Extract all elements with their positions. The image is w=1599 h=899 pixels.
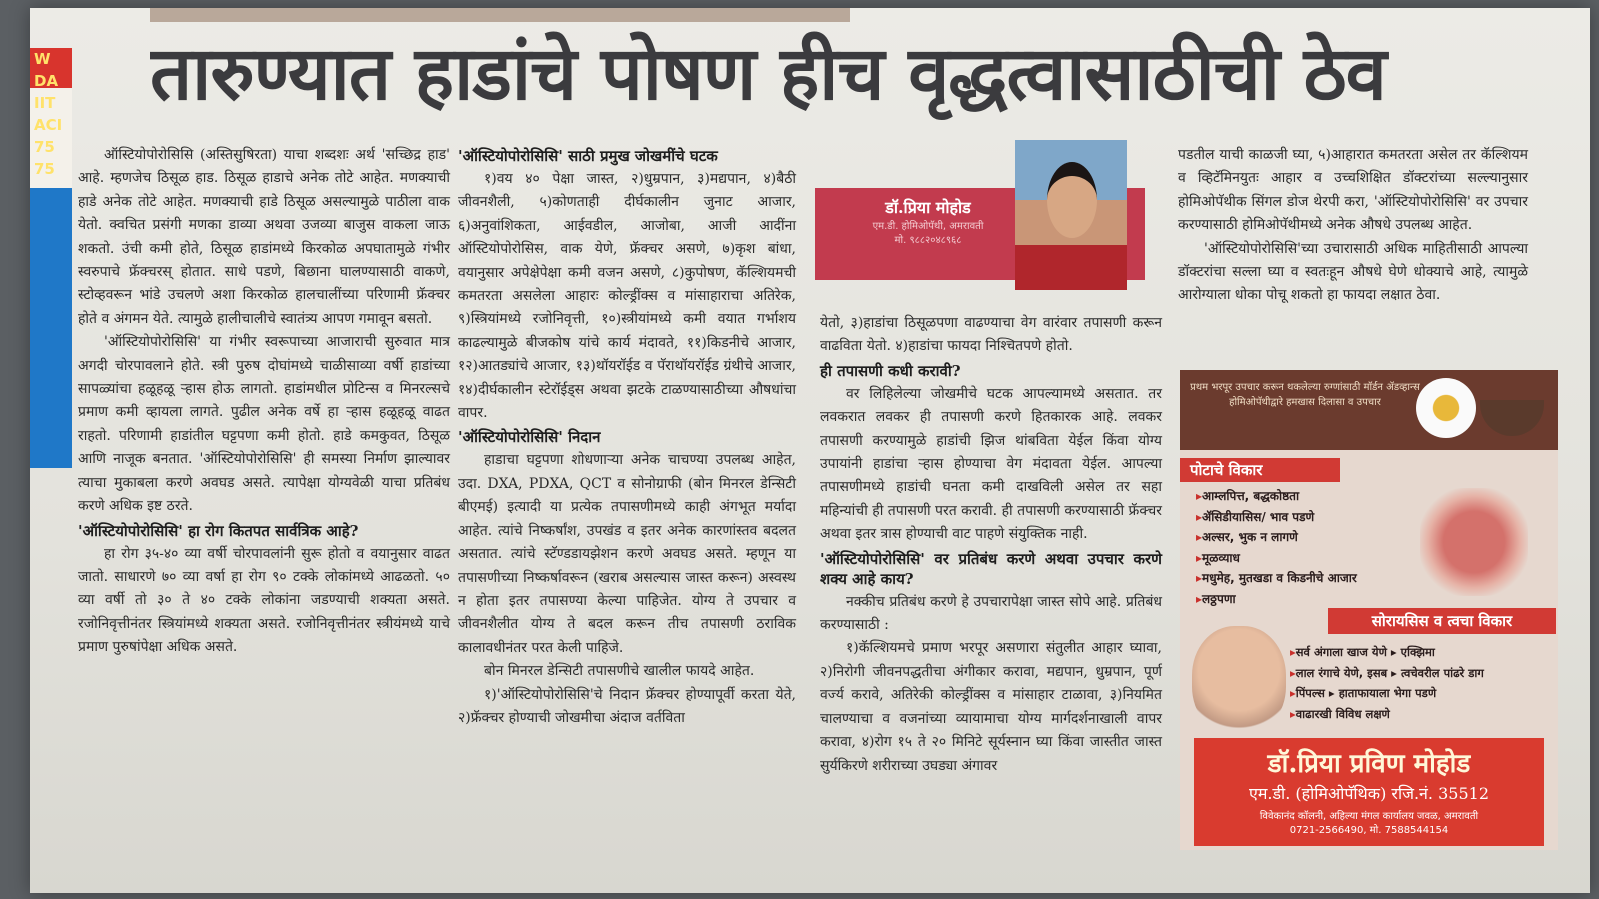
flap-text: DA: [34, 72, 59, 90]
author-phone: मो. ९८८२०४८९६८: [894, 235, 962, 246]
ad-header: [1180, 370, 1558, 450]
subheading: 'ऑस्टियोपोरोसिसि' हा रोग कितपत सार्वत्रिक आहे?: [78, 521, 359, 540]
list-item: ▸ मधुमेह, मुतखडा व किडनीचे आजार: [1196, 568, 1357, 589]
ad-section-title: पोटाचे विकार: [1180, 458, 1340, 482]
article-column-3: [820, 312, 1162, 778]
author-card: [815, 140, 1145, 290]
author-qualification: एम.डी. होमिओपॅथी, अमरावती: [872, 221, 984, 232]
author-name: डॉ.प्रिया मोहोड: [885, 198, 971, 217]
flap-text: ACI: [34, 116, 63, 134]
list-item: ▸ लठ्ठपणा: [1196, 589, 1357, 610]
flap-text: 75: [34, 160, 55, 178]
subheading: ही तपासणी कधी करावी?: [820, 361, 961, 380]
article-headline: तारुण्यात हाडांचे पोषण हीच वृद्धत्वासाठीची ठेव: [150, 31, 1386, 117]
flap-text: IIT: [34, 94, 56, 112]
list-item: ▸ आम्लपित्त, बद्धकोष्ठता: [1196, 486, 1357, 507]
ad-contact-block: [1194, 738, 1544, 846]
ad-intro: प्रथम भरपूर उपचार करून थकलेल्या रुग्णांसाठी मॉर्डन ॲडव्हान्स होमिओपॅथीद्वारे हमखास दिलासा व उपचार: [1190, 382, 1420, 408]
paragraph: बोन मिनरल डेन्सिटी तपासणीचे खालील फायदे आहेत.: [484, 663, 755, 680]
subheading: 'ऑस्टियोपोरोसिसि' वर प्रतिबंध करणे अथवा उपचार करणे शक्य आहे काय?: [820, 549, 1162, 588]
ad-doctor-name: डॉ.प्रिया प्रविण मोहोड: [1267, 749, 1471, 779]
digestive-organs-image: [1420, 488, 1528, 596]
list-item: ▸ सर्व अंगाला खाज येणे ▸ एक्झिमा: [1290, 642, 1484, 663]
ad-phone: 0721-2566490, मो. 7588544154: [1289, 825, 1449, 836]
list-item: ▸ मूळव्याध: [1196, 548, 1357, 569]
flower-image: [1416, 378, 1476, 438]
paragraph: हा रोग ३५-४० व्या वर्षी चोरपावलांनी सुरू होतो व वयानुसार वाढत जातो. साधारणे ७० व्या वर्षा हा रोग ९० टक्के लोकांमध्ये आढळतो. ५० व्या वर्षी तो ३० ते ४० टक्के लोकांना जडण्याची शक्यता असते. रजोनिवृत्तीनंतर स्त्रियांमध्ये शक्यता असते. रजोनिवृत्तीनंतर स्त्रीयंमध्ये याचे प्रमाण पुरुषांपेक्षा अधिक असते.: [78, 545, 450, 656]
paragraph: ऑस्टियोपोरोसिसि (अस्तिसुषिरता) याचा शब्दशः अर्थ 'सच्छिद्र हाड' आहे. म्हणजेच ठिसूळ हाड. ठिसूळ हाडाचे अनेक तोटे आहेत. मणक्याची हाडे अनेक तोटे आहेत. मणक्याची हाडे ठिसूळ असल्यामुळे पाठीला वाक येतो. क्वचित प्रसंगी मणका डाव्या अथवा उजव्या बाजुस वाकला जाऊ शकतो. उंची कमी होते, ठिसूळ हाडांमध्ये किरकोळ अपघातामुळे गंभीर स्वरुपाचे फ्रॅक्चरस् होतात. साधे पडणे, बिछाना घालण्यासाठी वाकणे, स्टोव्हवरून भांडे उचलणे अशा किरकोळ हालचालींच्या परिणामी फ्रॅक्चर होते व अंगमन येते. त्यामुळे हालीचालीचे स्वातंत्र्य आपण गमावून बसतो.: [78, 147, 450, 327]
ad-degree: एम.डी. (होमिओपॅथिक) रजि.नं. 35512: [1248, 784, 1489, 803]
list-item: ▸ पिंपल्स ▸ हाताफायाला भेगा पडणे: [1290, 683, 1484, 704]
paragraph: १)'ऑस्टियोपोरोसिसि'चे निदान फ्रॅक्चर होण्यापूर्वी करता येते, २)फ्रॅक्चर होण्याची जोखमीचा अंदाज वर्तविता: [458, 686, 796, 726]
clinic-advertisement: [1180, 370, 1558, 850]
subheading: 'ऑस्टियोपोरोसिसि' निदान: [458, 428, 601, 447]
paragraph: पडतील याची काळजी घ्या, ५)आहारात कमतरता असेल तर कॅल्शियम व व्हिटॅमिनयुतः आहार व उच्चशिक्षित डॉक्टरांच्या सल्ल्यानुसार होमिओपॅथीक सिंगल डोज थेरपी करा, 'ऑस्टियोपोरोसिसि' वर उपचार करण्यासाठी होमिओपॅथीमध्ये अनेक औषधे उपलब्ध आहेत.: [1178, 147, 1528, 234]
paragraph: वर लिहिलेल्या जोखमीचे घटक आपल्यामध्ये असतात. तर लवकरात लवकर ही तपासणी करणे हितकारक आहे. लवकर तपासणी करण्यामुळे हाडांची झिज थांबविता येईल किंवा योग्य उपायांनी हाडांचा ऱ्हास होण्याचा वेग मंदावता येईल. आपल्या तपासणीमध्ये हाडांची घनता कमी दाखविली असेल तर सहा महिन्यांची ही तपासणी परत करावी. ही तपासणी करण्यासाठी फ्रॅक्चर अथवा इतर त्रास होण्याची वाट पाहणे संयुक्तिक नाही.: [820, 385, 1162, 543]
paragraph: 'ऑस्टियोपोरोसिसि'च्या उचारासाठी अधिक माहितीसाठी आपल्या डॉक्टरांचा सल्ला घ्या व स्वतःहून औषधे घेणे धोक्याचे आहे, त्यामुळे आरोग्याला धोका पोचू शकतो हा फायदा लक्षात ठेवा.: [1178, 240, 1528, 304]
ad-condition-list: [1196, 486, 1357, 609]
ad-condition-list: [1290, 642, 1484, 724]
article-column-4: [1178, 144, 1528, 308]
author-face: [1047, 162, 1097, 238]
article-column-2: [458, 144, 796, 730]
paragraph: 'ऑस्टियोपोरोसिसि' या गंभीर स्वरूपाच्या आजाराची सुरुवात मात्र अगदी चोरपावलाने होते. स्त्री पुरुष दोघांमध्ये चाळीसाव्या वर्षी हाडांच्या सापळ्यांचा हळूहळू ऱ्हास होऊ लागतो. हाडांमधील प्रोटिन्स व मिनरल्सचे प्रमाण कमी व्हायला लागते. पुढील अनेक वर्षे हा ऱ्हास हळूहळू वाढत राहतो. परिणामी हाडांतील घट्टपणा कमी होतो. हाडे कमकुवत, ठिसूळ आणि नाजूक बनतात. 'ऑस्टियोपोरोसिसि' ही समस्या निर्माण झाल्यावर त्याचा मुकाबला करणे अवघड असते. त्यापेक्षा योग्यवेळी याचा प्रतिबंध करणे अधिक इष्ट ठरते.: [78, 334, 450, 515]
paragraph: १)वय ४० पेक्षा जास्त, २)धुम्रपान, ३)मद्यपान, ४)बैठी जीवनशैली, ५)कोणताही दीर्घकालीन जुनाट आजार, ६)अनुवांशिकता, आईवडील, आजोबा, आजी आदींना ऑस्टियोपोरोसिस, वाक येणे, फ्रॅक्चर असणे, ७)कृश बांधा, वयानुसार अपेक्षेपेक्षा कमी वजन असणे, ८)कुपोषण, कॅल्शियमची कमतरता असलेला आहारः कोल्ड्रींक्स व मांसाहाराचा अतिरेक, ९)स्त्रियांमध्ये रजोनिवृत्ती, १०)स्त्रीयांमध्ये कमी वयात गर्भाशय काढल्यामुळे बीजकोष यांचे कार्य मंदावते, ११)किडनीचे आजार, १२)आतड्यांचे आजार, १३)थॉयरॉईड व पॅराथॉयरॉईड ग्रंथीचे आजार, १४)दीर्घकालीन स्टेरॉईड्स अथवा झटके टाळण्यासाठीच्या औषधांचा वापर.: [458, 171, 796, 422]
author-photo: [1015, 140, 1127, 290]
paragraph: हाडाचा घट्टपणा शोधणाऱ्या अनेक चाचण्या उपलब्ध आहेत, उदा. DXA, PDXA, QCT व सोनोग्राफी (बोन मिनरल डेन्सिटी बीएमई) इत्यादी या प्रत्येक तपासणीमध्ये काही अंगभूत मर्यादा आहेत. त्यांचे निष्कर्षांश, उपखंड व इतर अनेक कारणांस्तव बदलत असतात. त्यांचे स्टॅण्डडायझेशन करणे अवघड असते. म्हणून या तपासणीच्या निष्कर्षावरून (खराब असल्यास जास्त करून) अस्वस्थ न होता इतर तपासण्या केल्या पाहिजेत. योग्य ते उपचार व जीवनशैलीत योग्य ते बदल करून तीच तपासणी ठराविक कालावधीनंतर परत केली पाहिजे.: [458, 452, 796, 656]
subheading: 'ऑस्टियोपोरोसिसि' साठी प्रमुख जोखमींचे घटक: [458, 147, 718, 165]
flap-text: W: [34, 50, 51, 68]
list-item: ▸ ॲसिडीयासिस/ भाव पडणे: [1196, 507, 1357, 528]
list-item: ▸ अल्सर, भुक न लागणे: [1196, 527, 1357, 548]
pills-bowl-image: [1480, 400, 1544, 436]
flap-text: 75: [34, 138, 55, 156]
paragraph: १)कॅल्शियमचे प्रमाण भरपूर असणारा संतुलीत आहार घ्यावा, २)निरोगी जीवनपद्धतीचा अंगीकार करावा, मद्यपान, धुम्रपान, पूर्ण वर्ज्य करावे, अतिरेकी कोल्ड्रींक्स व मांसाहार टाळावा, ३)नियमित चालण्याचा व वजनांच्या व्यायामाचा योग्य मार्गदर्शनाखाली वापर करावा, ४)रोग १५ ते २० मिनिटे सूर्यस्नान घ्या किंवा जास्तीत जास्त सुर्यकिरणे शरीराच्या उघड्या अंगावर: [820, 640, 1162, 774]
paragraph: येतो, ३)हाडांचा ठिसूळपणा वाढण्याचा वेग वारंवार तपासणी करून वाढविता येतो. ४)हाडांचा फायदा निश्चितपणे होतो.: [820, 315, 1162, 355]
list-item: ▸ लाल रंगाचे येणे, इसब ▸ त्वचेवरील पांढरे डाग: [1290, 663, 1484, 684]
ad-section-title: सोरायसिस व त्वचा विकार: [1328, 608, 1556, 634]
skin-examination-image: [1192, 626, 1286, 736]
paragraph: नक्कीच प्रतिबंध करणे हे उपचारापेक्षा जास्त सोपे आहे. प्रतिबंध करण्यासाठी :: [820, 593, 1162, 634]
article-column-1: [78, 144, 450, 660]
author-details: [833, 220, 1023, 248]
ad-address: विवेकानंद कॉलनी, अहिल्या मंगल कार्यालय जवळ, अमरावती: [1259, 811, 1479, 822]
adjacent-page-flap: [30, 48, 72, 468]
list-item: ▸ वाढारखी विविध लक्षणे: [1290, 704, 1484, 725]
